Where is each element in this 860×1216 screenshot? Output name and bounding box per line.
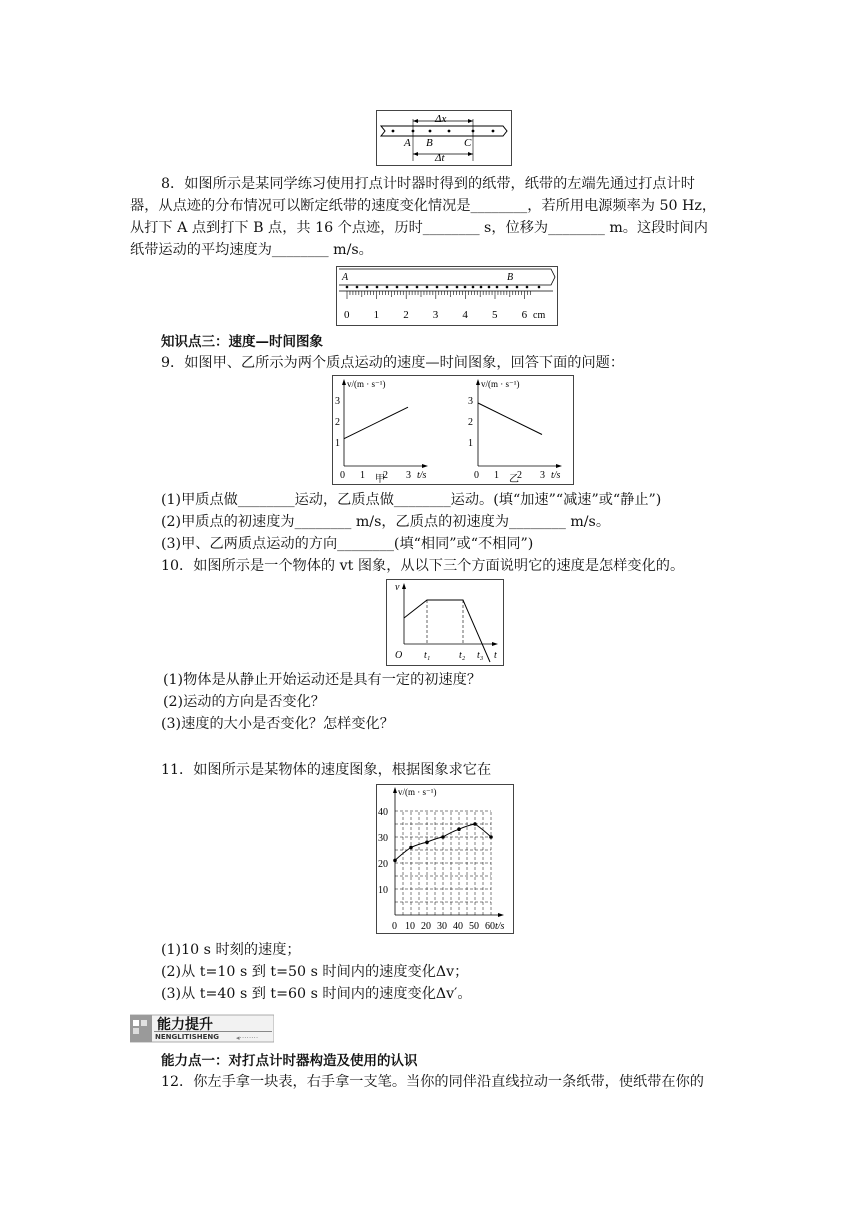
q9-sub-1: (1)甲质点做________运动，乙质点做________运动。(填“加速”“减速”或“静止”) (161, 492, 662, 508)
ruler-ticks (347, 291, 531, 299)
q10-vt-figure (386, 579, 504, 666)
ruler-tick-label: 3 (432, 309, 439, 321)
data-point (409, 846, 413, 850)
jia-xlabel: t/s (417, 470, 427, 481)
tape-dot (472, 286, 475, 289)
q10-line-1: 10．如图所示是一个物体的 vt 图象，从以下三个方面说明它的速度是怎样变化的。 (161, 558, 685, 574)
x-tick-label: 10 (405, 921, 415, 932)
jia-ytick-3: 3 (335, 396, 340, 407)
yi-xtick-2: 2 (517, 470, 522, 481)
tape-dot (526, 286, 529, 289)
q10-vt-svg (387, 580, 503, 665)
q11-sub-3: (3)从 t=40 s 到 t=60 s 时间内的速度变化Δv′。 (161, 986, 472, 1002)
q9-line-1: 9．如图甲、乙所示为两个质点运动的速度—时间图象，回答下面的问题： (161, 355, 625, 371)
q11-yticks (378, 807, 388, 896)
q11-line-1: 11．如图所示是某物体的速度图象，根据图象求它在 (161, 762, 492, 778)
q10-t-label: t (494, 650, 497, 661)
tape-dot (376, 286, 379, 289)
tape-dot (436, 286, 439, 289)
ruler-tape-figure (336, 266, 558, 326)
q8-line-3: 从打下 A 点到打下 B 点，共 16 个点迹，历时________ s，位移为________ m。这段时间内 (130, 220, 708, 236)
q9-sub-3: (3)甲、乙两质点运动的方向________(填“相同”或“不相同”) (161, 536, 534, 552)
delta-t-label: Δt (435, 152, 445, 164)
jia-xtick-3: 3 (406, 470, 411, 481)
jia-ytick-1: 1 (335, 438, 340, 449)
tape-dot (366, 286, 369, 289)
jia-xtick-0: 0 (340, 470, 345, 481)
q10-origin-label: O (395, 650, 403, 661)
q11-ylabel: v/(m · s⁻¹) (398, 787, 437, 797)
x-tick-label: 0 (392, 921, 397, 932)
yi-caption: 乙 (509, 474, 519, 484)
tape-dot (516, 286, 519, 289)
ruler-tape-svg (337, 267, 557, 325)
yi-ytick-2: 2 (468, 417, 473, 428)
q8-line-1: 8．如图所示是某同学练习使用打点计时器时得到的纸带，纸带的左端先通过打点计时 (161, 176, 695, 192)
x-tick-label: 20 (421, 921, 431, 932)
ruler-tick-label: 1 (373, 309, 380, 321)
tape-dot (406, 286, 409, 289)
q11-xlabel: t/s (495, 921, 505, 932)
point-a-label: A (404, 137, 411, 149)
ruler-dots (346, 286, 541, 289)
tape-dot (496, 286, 499, 289)
tape-dot (456, 286, 459, 289)
q9-graphs-svg (333, 376, 573, 484)
data-point (425, 840, 429, 844)
jia-xtick-2: 2 (383, 470, 388, 481)
y-tick-label: 20 (378, 859, 388, 870)
x-tick-label: 50 (469, 921, 479, 932)
data-point (457, 827, 461, 831)
point-b-label: B (426, 137, 433, 149)
tape-dot (416, 286, 419, 289)
ruler-tick-label: 4 (462, 309, 468, 321)
jia-ylabel: v/(m · s⁻¹) (347, 379, 386, 389)
ruler-tick-label: 0 (344, 309, 350, 321)
ability-banner-svg (130, 1014, 274, 1044)
data-point (473, 822, 477, 826)
tape-dot (356, 286, 359, 289)
tape-dot (446, 286, 449, 289)
tape-dot (396, 286, 399, 289)
q11-grid (395, 811, 491, 915)
delta-x-label: Δx (435, 113, 447, 125)
ruler-tick-label: 2 (403, 309, 409, 321)
yi-xtick-1: 1 (494, 470, 499, 481)
q11-chart-svg (377, 785, 513, 933)
yi-velocity-line (478, 403, 542, 435)
q10-t2-label: t₂ (459, 650, 466, 661)
jia-xtick-1: 1 (360, 470, 365, 481)
q11-sub-2: (2)从 t=10 s 到 t=50 s 时间内的速度变化Δv； (161, 964, 469, 980)
q10-t1-label: t₁ (424, 650, 431, 661)
y-tick-label: 40 (378, 807, 388, 818)
q10-sub-1: (1)物体是从静止开始运动还是具有一定的初速度？ (163, 672, 482, 688)
tape-dot (538, 286, 541, 289)
tape-dot (346, 286, 349, 289)
jia-caption: 甲 (375, 474, 385, 484)
y-tick-label: 10 (378, 885, 388, 896)
tape-dot (426, 286, 429, 289)
q11-chart-figure (376, 784, 514, 934)
q12-line-1: 12．你左手拿一块表，右手拿一支笔。当你的同伴沿直线拉动一条纸带，使纸带在你的 (161, 1074, 704, 1090)
yi-ytick-3: 3 (468, 396, 473, 407)
yi-ylabel: v/(m · s⁻¹) (481, 379, 520, 389)
ability-banner (130, 1014, 274, 1044)
jia-velocity-line (344, 407, 408, 439)
svg-text:◂········: ◂········ (236, 1034, 259, 1042)
q10-t3-label: t₃ (477, 650, 484, 661)
data-point (393, 859, 397, 863)
banner-title: 能力提升 (157, 1017, 213, 1033)
q10-v-label: v (395, 582, 400, 593)
yi-xlabel: t/s (551, 470, 561, 481)
tape-figure-top (376, 110, 512, 166)
ability-1-title: 能力点一：对打点计时器构造及使用的认识 (161, 1053, 418, 1069)
yi-xtick-3: 3 (540, 470, 545, 481)
yi-xtick-0: 0 (474, 470, 479, 481)
section-3-title: 知识点三：速度—时间图象 (161, 334, 323, 350)
tape-dot (480, 286, 483, 289)
ruler-unit-label: cm (533, 310, 546, 321)
data-point (489, 835, 493, 839)
ruler-tick-label: 6 (521, 309, 528, 321)
q10-sub-2: (2)运动的方向是否变化？ (163, 694, 325, 710)
tape-dot (506, 286, 509, 289)
data-point (441, 835, 445, 839)
point-c-label: C (464, 137, 472, 149)
q9-sub-2: (2)甲质点的初速度为________ m/s，乙质点的初速度为________ m/s。 (161, 514, 611, 530)
q11-sub-1: (1)10 s 时刻的速度； (161, 942, 301, 958)
jia-ytick-2: 2 (335, 417, 340, 428)
ruler-point-b: B (507, 272, 514, 283)
q8-line-4: 纸带运动的平均速度为________ m/s。 (130, 242, 373, 258)
tape-dot (386, 286, 389, 289)
q9-graphs-figure (332, 375, 574, 485)
ruler-labels (344, 309, 545, 321)
x-tick-label: 40 (453, 921, 463, 932)
x-tick-label: 60 (485, 921, 495, 932)
ruler-tick-label: 5 (492, 309, 498, 321)
yi-ytick-1: 1 (468, 438, 473, 449)
y-tick-label: 30 (378, 833, 388, 844)
q10-sub-3: (3)速度的大小是否变化？怎样变化？ (161, 716, 394, 732)
tape-figure-svg (377, 111, 511, 165)
tape-dot (464, 286, 467, 289)
x-tick-label: 30 (437, 921, 447, 932)
tape-dot (488, 286, 491, 289)
ruler-point-a: A (342, 272, 349, 283)
banner-subtitle: NENGLITISHENG (155, 1033, 219, 1041)
q11-xticks (392, 921, 495, 932)
q8-line-2: 器，从点迹的分布情况可以断定纸带的速度变化情况是________，若所用电源频率为 50 Hz， (130, 198, 717, 214)
